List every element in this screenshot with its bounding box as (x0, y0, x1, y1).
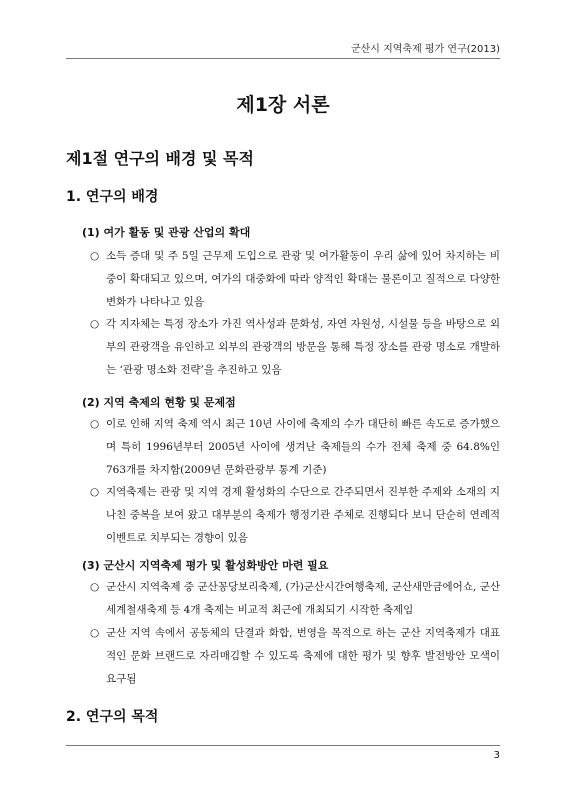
subsection-title-background: 1. 연구의 배경 (66, 189, 159, 205)
bullet-circle-icon: ○ (90, 418, 100, 430)
bullet-text: 지역축제는 관광 및 지역 경제 활성화의 수단으로 간주되면서 진부한 주제와 소재의 지나친 중복을 보여 왔고 대부분의 축제가 행정기관 주체로 진행되다 보니 단순히 연례적 이벤트로 치부되는 경향이 있음 (106, 486, 500, 544)
bullet-paragraph (90, 622, 500, 691)
footer-divider (66, 745, 500, 746)
bullet-circle-icon: ○ (90, 318, 100, 330)
item-title-2: (2) 지역 축제의 현황 및 문제점 (82, 396, 236, 409)
bullet-paragraph (90, 245, 500, 314)
bullet-text: 소득 증대 및 주 5일 근무제 도입으로 관광 및 여가활동이 우리 삶에 있어 차지하는 비중이 확대되고 있으며, 여가의 대중화에 따라 양적인 확대는 물론이고 질적으로 다양한 변화가 나타나고 있음 (106, 250, 500, 308)
bullet-paragraph (90, 413, 500, 482)
bullet-text: 군산시 지역축제 중 군산꽁당보리축제, (가)군산시간여행축제, 군산새만금에어쇼, 군산세계철새축제 등 4개 축제는 비교적 최근에 개최되기 시작한 축제임 (106, 581, 500, 616)
bullet-circle-icon: ○ (90, 627, 100, 639)
bullet-paragraph (90, 313, 500, 382)
header-divider (66, 58, 500, 59)
section-title: 제1절 연구의 배경 및 목적 (66, 149, 254, 168)
bullet-text: 각 지자체는 특정 장소가 가진 역사성과 문화성, 자연 자원성, 시설물 등을 바탕으로 외부의 관광객을 유인하고 외부의 관광객의 방문을 통해 특정 장소를 관광 명소로 개발하는 ‘관광 명소화 전략’을 추진하고 있음 (106, 318, 500, 376)
bullet-paragraph (90, 576, 500, 622)
bullet-paragraph (90, 481, 500, 550)
item-title-1: (1) 여가 활동 및 관광 산업의 확대 (82, 226, 251, 239)
bullet-text: 이로 인해 지역 축제 역시 최근 10년 사이에 축제의 수가 대단히 빠른 속도로 증가했으며 특히 1996년부터 2005년 사이에 생겨난 축제들의 수가 전체 축제 중 64.8%인 763개를 차지함(2009년 문화관광부 통계 기준) (106, 418, 500, 476)
subsection-title-purpose: 2. 연구의 목적 (66, 709, 159, 725)
item-title-3: (3) 군산시 지역축제 평가 및 활성화방안 마련 필요 (82, 559, 329, 572)
page-number: 3 (493, 750, 500, 761)
bullet-circle-icon: ○ (90, 250, 100, 262)
bullet-text: 군산 지역 속에서 공동체의 단결과 화합, 번영을 목적으로 하는 군산 지역축제가 대표적인 문화 브랜드로 자리매김할 수 있도록 축제에 대한 평가 및 향후 발전방안 모색이 요구됨 (106, 627, 500, 685)
bullet-circle-icon: ○ (90, 581, 100, 593)
chapter-title: 제1장 서론 (236, 94, 330, 116)
bullet-circle-icon: ○ (90, 486, 100, 498)
running-head: 군산시 지역축제 평가 연구(2013) (350, 44, 500, 55)
